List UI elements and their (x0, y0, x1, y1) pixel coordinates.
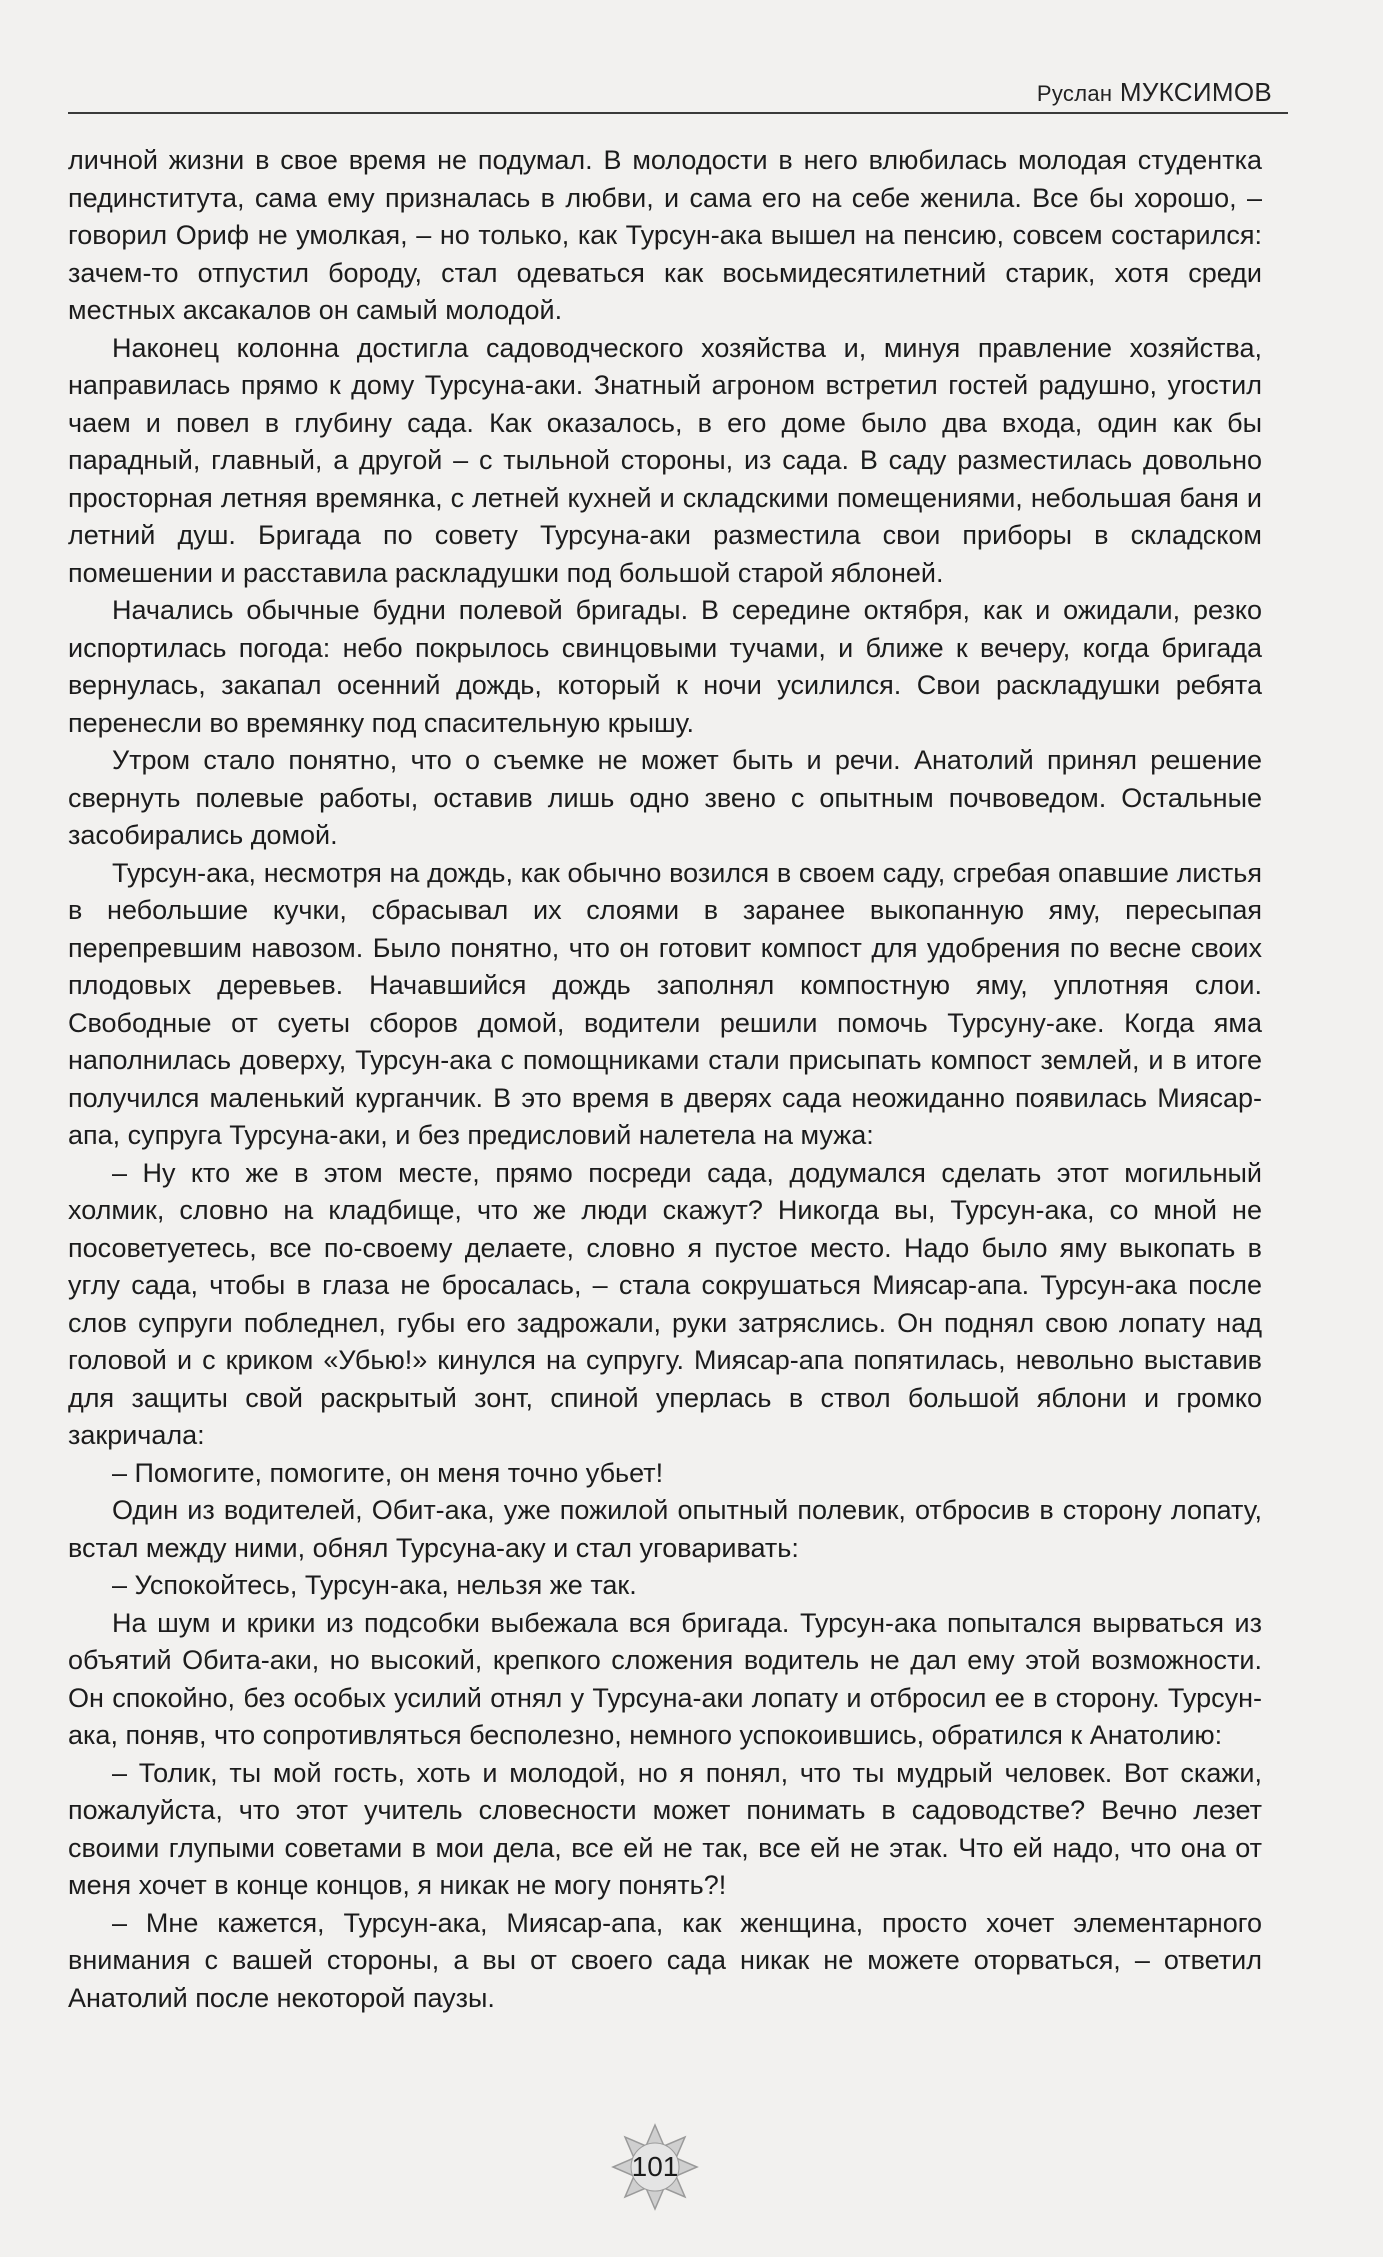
paragraph: Утром стало понятно, что о съемке не может быть и речи. Анатолий принял решение свернуть полевые работы, оставив лишь одно звено с опытным почвоведом. Остальные засобирались домой. (68, 745, 1262, 850)
running-header (68, 72, 1288, 114)
dialogue-paragraph: – Толик, ты мой гость, хоть и молодой, но я понял, что ты мудрый человек. Вот скажи, пожалуйста, что этот учитель словесности может понимать в садоводстве? Вечно лезет своими глупыми советами в мои дела, все ей не так, все ей не этак. Что ей надо, что она от меня хочет в конце концов, я никак не могу понять?! (68, 1757, 1262, 1900)
paragraph: личной жизни в свое время не подумал. В молодости в него влюбилась молодая студентка пединститута, сама ему призналась в любви, и сама его на себе женила. Все бы хорошо, – говорил Ориф не умолкая, – но только, как Турсун-ака вышел на пенсию, совсем состарился: зачем-то отпустил бороду, стал одеваться как восьмидесятилетний старик, хотя среди местных аксакалов он самый молодой. (68, 145, 1262, 325)
page-number-badge (611, 2123, 699, 2211)
author-last-name: МУКСИМОВ (1119, 77, 1272, 107)
paragraph: Один из водителей, Обит-ака, уже пожилой опытный полевик, отбросив в сторону лопату, встал между ними, обнял Турсуна-аку и стал уговаривать: (68, 1495, 1262, 1563)
dialogue-paragraph: – Ну кто же в этом месте, прямо посреди сада, додумался сделать этот могильный холмик, словно на кладбище, что же люди скажут? Никогда вы, Турсун-ака, со мной не посоветуетесь, все по-своему делаете, словно я пустое место. Надо было яму выкопать в углу сада, чтобы в глаза не бросалась, – стала сокрушаться Миясар-апа. Турсун-ака после слов супруги побледнел, губы его задрожали, руки затряслись. Он поднял свою лопату над головой и с криком «Убью!» кинулся на супругу. Миясар-апа попятилась, невольно выставив для защиты свой раскрытый зонт, спиной уперлась в ствол большой яблони и громко закричала: (68, 1157, 1262, 1450)
page-number: 101 (631, 2151, 679, 2182)
dialogue-paragraph: – Успокойтесь, Турсун-ака, нельзя же так. (112, 1570, 637, 1600)
main-text (68, 142, 1262, 2017)
header-author (1037, 77, 1272, 108)
paragraph: На шум и крики из подсобки выбежала вся бригада. Турсун-ака попытался вырваться из объятий Обита-аки, но высокий, крепкого сложения водитель не дал ему этой возможности. Он спокойно, без особых усилий отнял у Турсуна-аки лопату и отбросил ее в сторону. Турсун-ака, поняв, что сопротивляться бесполезно, немного успокоившись, обратился к Анатолию: (68, 1607, 1262, 1750)
paragraph: Начались обычные будни полевой бригады. В середине октября, как и ожидали, резко испортилась погода: небо покрылось свинцовыми тучами, и ближе к вечеру, когда бригада вернулась, закапал осенний дождь, который к ночи усилился. Свои раскладушки ребята перенесли во времянку под спасительную крышу. (68, 595, 1262, 738)
dialogue-paragraph: – Мне кажется, Турсун-ака, Миясар-апа, как женщина, просто хочет элементарного внимания с вашей стороны, а вы от своего сада никак не можете оторваться, – ответил Анатолий после некоторой паузы. (68, 1907, 1262, 2013)
dialogue-paragraph: – Помогите, помогите, он меня точно убьет! (112, 1457, 664, 1488)
paragraph: Турсун-ака, несмотря на дождь, как обычно возился в своем саду, сгребая опавшие листья в небольшие кучки, сбрасывал их слоями в заранее выкопанную яму, пересыпая перепревшим навозом. Было понятно, что он готовит компост для удобрения по весне своих плодовых деревьев. Начавшийся дождь заполнял компостную яму, уплотняя слои. Свободные от суеты сборов домой, водители решили помочь Турсуну-аке. Когда яма наполнилась доверху, Турсун-ака с помощниками стали присыпать компост землей, и в итоге получился маленький курганчик. В это время в дверях сада неожиданно появилась Миясар-апа, супруга Турсуна-аки, и без предисловий налетела на мужа: (68, 857, 1262, 1150)
paragraph: Наконец колонна достигла садоводческого хозяйства и, минуя правление хозяйства, направилась прямо к дому Турсуна-аки. Знатный агроном встретил гостей радушно, угостил чаем и повел в глубину сада. Как оказалось, в его доме было два входа, один как бы парадный, главный, а другой – с тыльной стороны, из сада. В саду разместилась довольно просторная летняя времянка, с летней кухней и складскими помещениями, небольшая баня и летний душ. Бригада по совету Турсуна-аки разместила свои приборы в складском помешении и расставила раскладушки под большой старой яблоней. (68, 332, 1262, 588)
author-first-name: Руслан (1036, 81, 1113, 106)
